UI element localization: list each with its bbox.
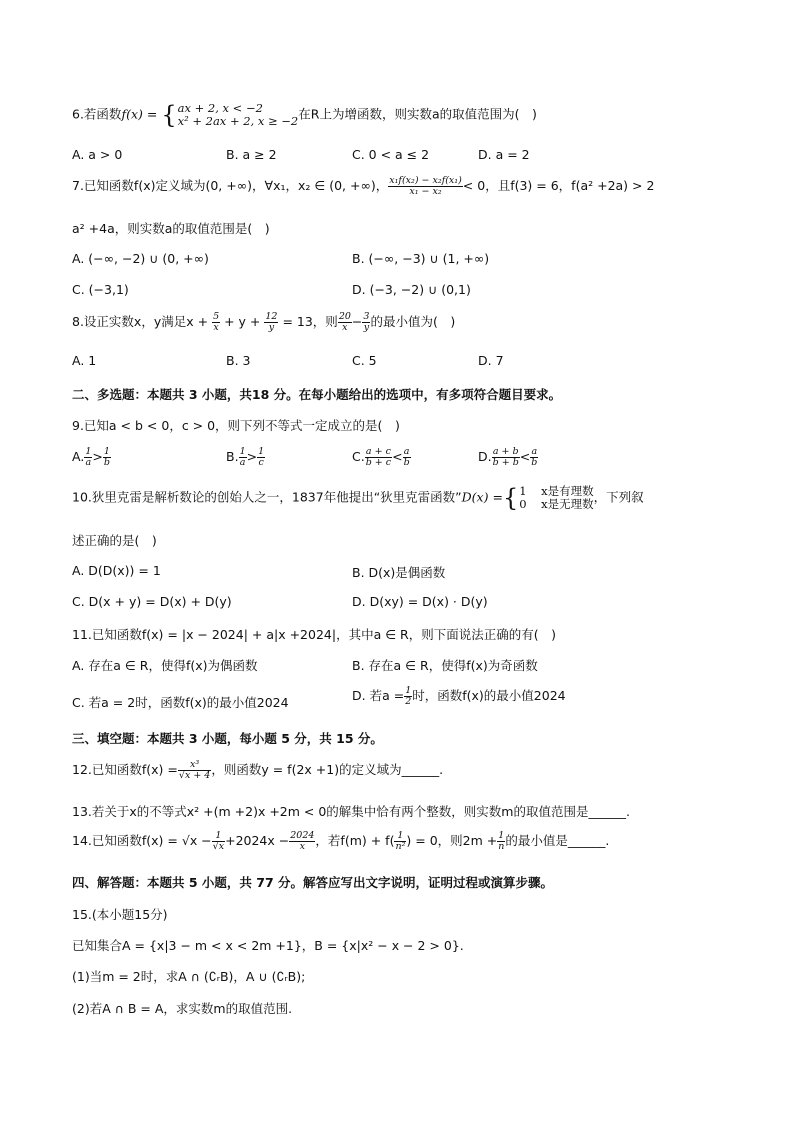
q14-frac-1 <box>212 831 225 852</box>
q7-part-b: < 0，且f(3) = 6，f(a² +2a) > 2 <box>462 178 655 193</box>
q9-c-frac-1 <box>365 447 392 468</box>
q9-c-d2: b <box>403 457 410 468</box>
q8-frac-2-den: y <box>268 322 275 333</box>
q9-option-c <box>352 447 411 468</box>
q11-d-den: 2 <box>405 696 412 707</box>
q6-pieces <box>178 102 299 128</box>
q12-post: ，则函数y = f(2x +1)的定义域为______. <box>211 762 444 777</box>
q9-b-d2: c <box>258 457 264 468</box>
q6-stem <box>72 102 537 128</box>
q14-frac-3 <box>394 831 406 852</box>
q9-c-d1: b + c <box>365 457 392 468</box>
q8-frac-4-num: 3 <box>363 311 370 322</box>
q9-b-n2: 1 <box>258 446 265 457</box>
q8-frac-2-num: 12 <box>265 311 278 322</box>
q10-option-a: A. D(D(x)) = 1 <box>72 563 161 578</box>
q9-a-op: > <box>92 449 103 464</box>
q6-piece-2: x² + 2ax + 2, x ≥ −2 <box>177 114 299 128</box>
q10-stem-line2: 述正确的是( ) <box>72 533 157 548</box>
section-4-heading: 四、解答题：本题共 5 小题，共 77 分。解答应写出文字说明，证明过程或演算步骤。 <box>72 875 554 890</box>
q14-pre: 14.已知函数f(x) = √x − <box>72 833 212 848</box>
q10-pieces <box>519 485 593 511</box>
q8-frac-3-den: x <box>342 322 348 333</box>
q11-option-c: C. 若a = 2时，函数f(x)的最小值2024 <box>72 695 289 710</box>
q9-b-n1: 1 <box>239 446 246 457</box>
q9-b-d1: a <box>239 457 246 468</box>
q6-piece-1: ax + 2, x < −2 <box>177 101 263 115</box>
q11-d-num: 1 <box>405 685 412 696</box>
q9-d-label: D. <box>478 449 492 464</box>
q8-frac-1-num: 5 <box>213 311 220 322</box>
q10-p2-value: 0 <box>519 497 527 511</box>
q10-p2-cond: x是无理数 <box>541 497 594 511</box>
q11-stem: 11.已知函数f(x) = |x − 2024| + a|x +2024|，其中a ∈ R，则下面说法正确的有( ) <box>72 627 556 642</box>
q8-frac-1 <box>212 312 220 333</box>
q14-post: 的最小值是______. <box>505 833 610 848</box>
q10-option-b: B. D(x)是偶函数 <box>352 565 446 580</box>
q8-frac-2 <box>264 312 278 333</box>
q7-stem-line2: a² +4a，则实数a的取值范围是( ) <box>72 221 270 236</box>
q12-pre: 12.已知函数f(x) = <box>72 762 178 777</box>
q9-c-op: < <box>392 449 403 464</box>
q8-option-a: A. 1 <box>72 353 97 368</box>
q9-a-label: A. <box>72 449 85 464</box>
q9-d-frac-1 <box>492 447 520 468</box>
q10-option-d: D. D(xy) = D(x) · D(y) <box>352 594 488 609</box>
q8-mid-3: − <box>351 314 363 329</box>
q9-a-frac-2 <box>103 447 111 468</box>
q14-f4d: n <box>498 841 505 852</box>
q15-line-3: (2)若A ∩ B = A，求实数m的取值范围. <box>72 1001 293 1016</box>
q10-p1-cond: x是有理数 <box>541 484 594 498</box>
q6-fx: f(x) = <box>121 106 158 122</box>
q7-option-a: A. (−∞, −2) ∪ (0, +∞) <box>72 251 209 266</box>
q7-option-b: B. (−∞, −3) ∪ (1, +∞) <box>352 251 490 266</box>
q9-d-n2: a <box>531 446 538 457</box>
q9-a-n1: 1 <box>85 446 92 457</box>
q15-line-2: (1)当m = 2时，求A ∩ (∁ᵣB)，A ∪ (∁ᵣB); <box>72 969 306 984</box>
q8-frac-3-num: 20 <box>338 311 351 322</box>
q9-b-frac-2 <box>257 447 265 468</box>
q7-fraction <box>388 176 463 197</box>
q10-brace: { <box>502 484 519 512</box>
q6-option-b: B. a ≥ 2 <box>226 147 277 162</box>
q6-prefix: 6.若函数 <box>72 106 122 122</box>
q14-f3n: 1 <box>394 831 406 842</box>
q8-mid-1: + y + <box>224 314 261 329</box>
section-2-heading: 二、多选题：本题共 3 小题，共18 分。在每小题给出的选项中，有多项符合题目要求。 <box>72 387 562 402</box>
q9-stem: 9.已知a < b < 0，c > 0，则下列不等式一定成立的是( ) <box>72 418 400 433</box>
q11-option-d <box>352 686 566 707</box>
q14-f3d: n² <box>395 841 406 852</box>
q9-d-n1: a + b <box>492 446 519 457</box>
q8-option-c: C. 5 <box>352 353 377 368</box>
q11-d-post: 时，函数f(x)的最小值2024 <box>412 688 566 703</box>
q12-frac <box>178 760 211 781</box>
q14-mid1: +2024x − <box>225 833 290 848</box>
q15-line-1: 已知集合A = {x|3 − m < x < 2m +1}，B = {x|x² − x − 2 > 0}. <box>72 938 464 953</box>
q9-option-d <box>478 447 538 468</box>
q9-c-n2: a <box>403 446 410 457</box>
q11-option-b: B. 存在a ∈ R，使得f(x)为奇函数 <box>352 658 538 673</box>
q9-b-label: B. <box>226 449 239 464</box>
q9-b-frac-1 <box>239 447 247 468</box>
q14-f2n: 2024 <box>290 830 315 841</box>
q14-f1n: 1 <box>212 831 225 842</box>
q7-part-a: 7.已知函数f(x)定义域为(0, +∞)，∀x₁，x₂ ∈ (0, +∞)， <box>72 178 389 193</box>
q7-option-c: C. (−3,1) <box>72 282 129 297</box>
q8-stem <box>72 312 455 333</box>
q13-stem: 13.若关于x的不等式x² +(m +2)x +2m < 0的解集中恰有两个整数，则实数m的取值范围是______. <box>72 804 630 819</box>
q14-mid2: ，若f(m) + f( <box>315 833 395 848</box>
q14-f4n: 1 <box>498 830 505 841</box>
q9-option-a <box>72 447 111 468</box>
q14-f2d: x <box>299 841 305 852</box>
q8-frac-1-den: x <box>213 322 219 333</box>
q8-post: 的最小值为( ) <box>370 314 456 329</box>
q6-option-c: C. 0 < a ≤ 2 <box>352 147 430 162</box>
q9-c-n1: a + c <box>365 446 391 457</box>
q9-option-b <box>226 447 265 468</box>
q10-fx: D(x) = <box>461 489 503 505</box>
q10-stem-line1 <box>72 485 644 511</box>
q10-p1-value: 1 <box>519 484 527 498</box>
q7-frac-num: x₁f(x₂) − x₂f(x₁) <box>389 175 462 186</box>
q9-c-frac-2 <box>403 447 411 468</box>
q6-option-a: A. a > 0 <box>72 147 123 162</box>
q8-option-d: D. 7 <box>478 353 504 368</box>
q12-stem <box>72 760 443 781</box>
q14-stem <box>72 831 609 852</box>
q9-d-d1: b + b <box>492 457 519 468</box>
q7-stem-line1 <box>72 176 654 197</box>
q12-den: √x + 4 <box>178 770 211 781</box>
q14-frac-2 <box>289 831 315 852</box>
q9-a-d2: b <box>103 457 110 468</box>
q12-num: x³ <box>178 760 211 771</box>
q9-d-op: < <box>519 449 531 464</box>
q10-pre: 10.狄里克雷是解析数论的创始人之一，1837年他提出“狄里克雷函数” <box>72 489 462 505</box>
q10-post: ，下列叙 <box>593 489 644 505</box>
q11-d-pre: D. 若a = <box>352 688 405 703</box>
section-3-heading: 三、填空题：本题共 3 小题，每小题 5 分，共 15 分。 <box>72 731 383 746</box>
q14-mid3: ) = 0，则2m + <box>406 833 498 848</box>
q15-heading: 15.(本小题15分) <box>72 907 168 922</box>
q8-option-b: B. 3 <box>226 353 251 368</box>
q9-a-n2: 1 <box>103 446 110 457</box>
q6-suffix: 在R上为增函数，则实数a的取值范围为( ) <box>298 106 537 122</box>
q7-option-d: D. (−3, −2) ∪ (0,1) <box>352 282 471 297</box>
q10-option-c: C. D(x + y) = D(x) + D(y) <box>72 594 232 609</box>
q8-frac-3 <box>338 312 352 333</box>
q9-d-d2: b <box>531 457 538 468</box>
q11-option-a: A. 存在a ∈ R，使得f(x)为偶函数 <box>72 658 258 673</box>
q14-f1d: √x <box>212 841 225 852</box>
q9-a-d1: a <box>85 457 92 468</box>
q8-pre: 8.设正实数x，y满足x + <box>72 314 209 329</box>
q9-b-op: > <box>246 449 258 464</box>
q6-option-d: D. a = 2 <box>478 147 530 162</box>
q9-d-frac-2 <box>530 447 538 468</box>
q9-c-label: C. <box>352 449 365 464</box>
q8-mid-2: = 13，则 <box>282 314 338 329</box>
q8-frac-4-den: y <box>363 322 370 333</box>
q6-brace: { <box>161 101 177 129</box>
q7-frac-den: x₁ − x₂ <box>409 186 442 197</box>
